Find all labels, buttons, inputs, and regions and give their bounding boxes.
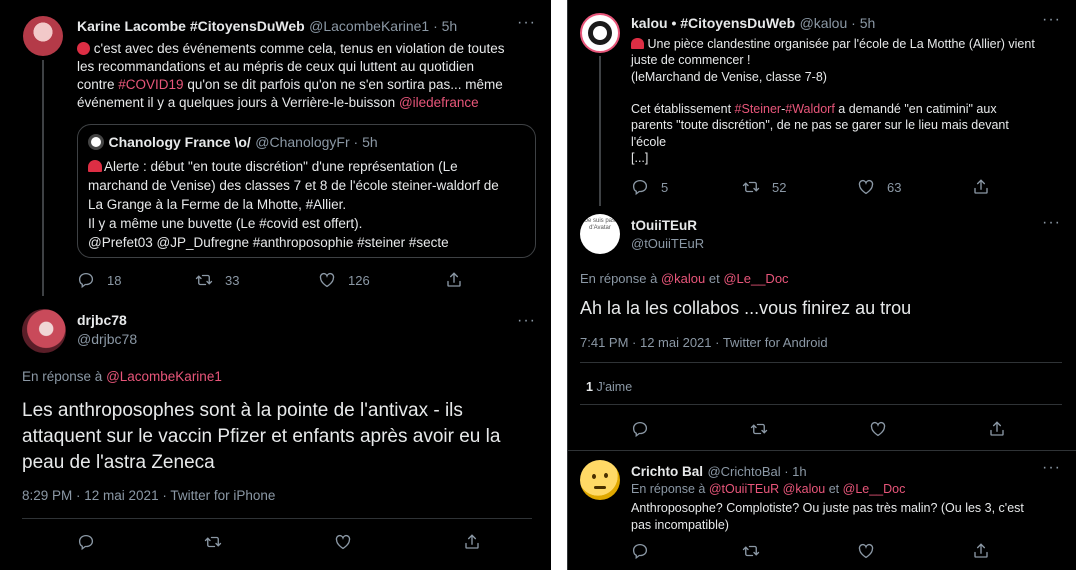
author-name[interactable]: drjbc78 <box>77 312 127 328</box>
reply-button[interactable]: 5 <box>631 178 668 196</box>
right-panel <box>567 0 1076 570</box>
tweet-header <box>631 15 875 33</box>
retweet-icon <box>750 420 768 438</box>
tweet-text: Une pièce clandestine organisée par l'école de La Motthe (Allier) vient juste de commencer ! (leMarchand de Venise, classe 7-8) Cet établissement #Steiner-#Waldorf a demandé "en catimini" aux parents "toute discrétion", de ne pas se garer sur le lieu mais devant l'école [...] <box>631 37 1035 166</box>
author-name[interactable]: Karine Lacombe #CitoyensDuWeb <box>77 18 305 34</box>
author-name[interactable]: Crichto Bal <box>631 464 704 479</box>
divider <box>22 518 532 519</box>
retweet-button[interactable]: 33 <box>195 271 239 289</box>
reply-context: En réponse à @tOuiiTEuR @kalou et @Le__Doc <box>631 482 906 496</box>
like-button[interactable]: 126 <box>318 271 370 289</box>
red-circle-icon <box>77 42 90 55</box>
tweet-text: Anthroposophe? Complotiste? Ou juste pas très malin? (Ou les 3, c'est pas incompatible) <box>631 501 1024 532</box>
avatar[interactable] <box>580 13 620 53</box>
more-icon[interactable]: ··· <box>1042 459 1061 476</box>
reply-context: En réponse à @LacombeKarine1 <box>22 369 222 384</box>
quoted-author-handle: @ChanologyFr · 5h <box>255 134 378 150</box>
divider <box>568 450 1076 451</box>
retweet-icon <box>204 533 222 551</box>
more-icon[interactable]: ··· <box>1042 214 1061 231</box>
retweet-button[interactable]: 52 <box>742 178 786 196</box>
share-icon <box>972 542 990 560</box>
retweet-icon <box>195 271 213 289</box>
tweet-meta[interactable]: 7:41 PM · 12 mai 2021 · Twitter for Android <box>580 335 828 350</box>
share-icon <box>988 420 1006 438</box>
tweet-text: c'est avec des événements comme cela, tenus en violation de toutes les recommandations et au mépris de ceux qui luttent au quotidien contre #COVID19 qu'on se dit parfois qu'on ne s'en sortira pas... même événement il y a quelques jours à Verrière-le-buisson @iledefrance <box>77 41 505 110</box>
author-handle[interactable]: @kalou · 5h <box>799 15 876 31</box>
share-icon <box>445 271 463 289</box>
retweet-icon <box>742 542 760 560</box>
tweet-header <box>77 312 137 347</box>
tweet-header <box>631 218 704 251</box>
like-button[interactable] <box>869 420 887 438</box>
mention-link[interactable]: @kalou <box>782 482 826 496</box>
author-name[interactable]: tOuiiTEuR <box>631 218 697 233</box>
mention-link[interactable]: @tOuiiTEuR <box>708 482 780 496</box>
avatar[interactable]: Je suis pas d'Avatar <box>580 214 620 254</box>
siren-icon <box>631 38 644 49</box>
reply-button[interactable]: 18 <box>77 271 121 289</box>
more-icon[interactable]: ··· <box>517 312 536 329</box>
reply-context: En réponse à @kalou et @Le__Doc <box>580 271 789 286</box>
mention-link[interactable]: @kalou <box>660 271 706 286</box>
share-button[interactable] <box>972 178 990 196</box>
author-handle[interactable]: @LacombeKarine1 · 5h <box>309 18 458 34</box>
mention-link[interactable]: @iledefrance <box>398 95 479 110</box>
like-button[interactable] <box>857 542 875 560</box>
divider <box>580 404 1062 405</box>
mention-link[interactable]: @LacombeKarine1 <box>106 369 222 384</box>
reply-icon <box>631 542 649 560</box>
author-handle[interactable]: @tOuiiTEuR <box>631 236 705 251</box>
reply-button[interactable] <box>631 542 649 560</box>
author-handle[interactable]: @CrichtoBal · 1h <box>707 464 807 479</box>
like-button[interactable]: 63 <box>857 178 901 196</box>
like-icon <box>869 420 887 438</box>
like-icon <box>318 271 336 289</box>
more-icon[interactable]: ··· <box>517 14 536 31</box>
share-button[interactable] <box>463 533 481 551</box>
share-button[interactable] <box>445 271 463 289</box>
tweet-meta[interactable]: 8:29 PM · 12 mai 2021 · Twitter for iPhone <box>22 488 276 503</box>
more-icon[interactable]: ··· <box>1042 11 1061 28</box>
quoted-tweet[interactable] <box>77 124 536 258</box>
hashtag-link[interactable]: #Waldorf <box>785 102 835 117</box>
retweet-button[interactable] <box>204 533 222 551</box>
retweet-icon <box>742 178 760 196</box>
reply-icon <box>631 178 649 196</box>
reply-button[interactable] <box>631 420 649 438</box>
like-icon <box>334 533 352 551</box>
likes-count[interactable]: 1 J'aime <box>586 380 633 394</box>
like-button[interactable] <box>334 533 352 551</box>
hashtag-link[interactable]: #COVID19 <box>118 77 184 92</box>
hashtag-link[interactable]: #Steiner <box>734 102 782 117</box>
retweet-button[interactable] <box>742 542 760 560</box>
retweet-button[interactable] <box>750 420 768 438</box>
siren-icon <box>88 160 102 172</box>
reply-icon <box>631 420 649 438</box>
tweet-text: Les anthroposophes sont à la pointe de l'antivax - ils attaquent sur le vaccin Pfizer et enfants après avoir eu la peau de l'astra Zeneca <box>22 400 501 473</box>
avatar[interactable] <box>22 309 66 353</box>
author-name[interactable]: kalou • #CitoyensDuWeb <box>631 15 796 31</box>
reply-icon <box>77 271 95 289</box>
tweet-header <box>77 18 457 36</box>
thread-line <box>42 60 44 296</box>
share-button[interactable] <box>972 542 990 560</box>
author-handle[interactable]: @drjbc78 <box>77 331 138 347</box>
reply-button[interactable] <box>77 533 95 551</box>
share-button[interactable] <box>988 420 1006 438</box>
reply-icon <box>77 533 95 551</box>
avatar[interactable] <box>23 16 63 56</box>
mention-link[interactable]: @Le__Doc <box>842 482 906 496</box>
quoted-author-name: Chanology France \o/ <box>108 134 251 150</box>
thinking-emoji-icon[interactable] <box>580 460 620 500</box>
quoted-tweet-text: Alerte : début "en toute discrétion" d'une représentation (Le marchand de Venise) des classes 7 et 8 de l'école steiner-waldorf de La Grange à la Ferme de la Mhotte, #Allier. Il y a même une buvette (Le #covid est offert). @Prefet03 @JP_Dufregne #anthroposophie #steiner #secte <box>88 159 499 250</box>
thread-line <box>599 56 601 206</box>
share-icon <box>463 533 481 551</box>
divider <box>580 362 1062 363</box>
tweet-text: Ah la la les collabos ...vous finirez au trou <box>580 298 912 318</box>
avatar <box>88 134 104 150</box>
share-icon <box>972 178 990 196</box>
like-icon <box>857 178 875 196</box>
tweet-header <box>631 463 807 481</box>
like-icon <box>857 542 875 560</box>
mention-link[interactable]: @Le__Doc <box>723 271 789 286</box>
